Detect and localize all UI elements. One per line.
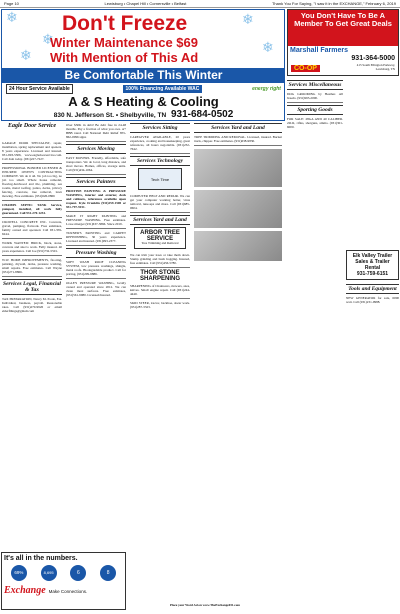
rifles-for-sale: FOR SALE: 28GA AND 40 CALIBER. 22LR, rifles, shotguns, ammo. (931)301-6000. <box>287 117 343 129</box>
sitting-section-title: Services Sitting <box>142 125 178 131</box>
energy-right-logo: energy right <box>252 85 281 92</box>
stat-circle: 69% <box>11 565 27 581</box>
champs-septic: CHAMPS SEPTIC TANK Service, pumped, installed, all work fully guaranteed. Call 931-270-1234. <box>2 201 62 218</box>
service-hours: 24 Hour Service Available <box>6 84 73 94</box>
column-4 <box>194 123 282 264</box>
legal-section-title: Services Legal, Financial & Tax <box>3 281 61 293</box>
outdoor-photo <box>194 231 282 261</box>
furnace-banner-text: Be Comfortable This Winter <box>64 68 223 82</box>
crowell-concrete: CROWELL CONCRETE INC. Concrete, gravel, pumping, flatwork. Free estimates, family owned and operated. Call 931-359-6244. <box>2 218 62 239</box>
arbor-name: ARBOR TREE SERVICE <box>140 230 180 242</box>
tools-section-title: Tools and Equipment <box>348 286 397 292</box>
furnace-headline: Don't Freeze <box>62 12 188 35</box>
east-movers: EAST MOVERS. Friendly, affordable, safe transporters. We do local, long distance, and short moves. Homes, offices, storage units. Call (931)434-1064. <box>66 154 126 175</box>
work-wanted: WORK WANTED: BRICK, block, stone, concrete and stucco work. Fully insured. 40 years experience. Call Joe (931)732-5501. <box>2 239 62 256</box>
footer-tagline: It's all in the numbers. <box>4 555 78 562</box>
debt-relief: Over $30K in debt! Be debt free in 24-48 months. Pay a fraction of what you owe. A+ BBB rated. Call National Debt Relief 855-862-0096 signs <box>66 123 126 142</box>
sitting-section-header <box>130 123 190 133</box>
sporting-section-title: Sporting Goods <box>297 107 333 113</box>
sporting-section-header <box>287 105 343 115</box>
footer-url: Place your Word Ad on www.TheExchange031.com <box>170 603 240 607</box>
snowflake-icon: ❄ <box>6 11 18 26</box>
footer-slogan: Make Connections. <box>48 589 88 594</box>
page-number: Page 10 <box>4 1 19 6</box>
handyman: W.W. HOME IMPROVEMENTS, flooring, painting, drywall, decks, pressure washing, small repairs. Free estimates. Call Wayne (931)271-8866. <box>2 256 62 277</box>
furnace-service-row <box>2 83 285 94</box>
misc-section-header <box>287 80 343 90</box>
tree-section-title: Services Yard and Land <box>211 125 265 131</box>
stat-circle: 6 <box>70 565 86 581</box>
exchange-logo: Exchange <box>4 585 46 596</box>
furnace-line2: With Mention of This Ad <box>50 50 199 65</box>
column-1 <box>2 123 62 313</box>
arbor-sub: Tree Trimming and Removal <box>141 241 179 245</box>
thor-stone-title: THOR STONE SHARPENING <box>139 269 180 282</box>
moving-section-header <box>66 144 126 154</box>
dump-truck-photo <box>194 149 282 187</box>
pressure-section-title: Pressure Washing <box>75 250 117 256</box>
furnace-company: A & S Heating & Cooling <box>68 94 219 109</box>
arbor-logo <box>134 227 186 249</box>
painters-section-title: Services Painters <box>76 179 116 185</box>
financing-badge: 100% Financing Available WAC <box>123 85 203 93</box>
tree-section-header <box>194 123 282 133</box>
trailer-ad <box>346 250 399 280</box>
furnace-address: 830 N. Jefferson St. • Shelbyville, TN <box>53 112 167 119</box>
page-header <box>0 0 400 8</box>
computer-image <box>138 168 182 190</box>
co-op-company: Marshall Farmers <box>290 47 348 54</box>
sharpening-text: SHARPENING of Chainsaws, mowers, axes, knives. Small engine repair. Call (931)244-4440. <box>130 282 190 299</box>
painters-section-header <box>66 177 126 187</box>
eagle-door-title: Eagle Door Service <box>8 123 56 129</box>
footer-stats <box>4 565 123 581</box>
header-tagline: Thank You For Saying, "I saw it in the EXCHANGE," February 6, 2019 <box>271 1 396 6</box>
column-6 <box>346 80 399 304</box>
co-op-ad <box>287 9 399 76</box>
column-3 <box>130 123 190 309</box>
dog-grooming: DOG GROOMING by Heather. All breeds. (931)993-2000. <box>287 90 343 103</box>
eagle-door-logo <box>2 123 62 141</box>
co-op-headline: You Don't Have To Be A Member To Get Great Deals <box>288 10 398 46</box>
tree-trimming: TREE TRIMMING AND REMOVAL. Licensed, insured. Bucket truck, chipper. Free estimates. (931)638-9830. <box>194 133 282 146</box>
exchange-footer-ad <box>1 552 126 610</box>
yard-section-header <box>130 215 190 225</box>
furnace-line1: Winter Maintenance $69 <box>50 35 198 50</box>
legal-section-header <box>2 279 62 295</box>
column-2 <box>66 123 126 297</box>
snowflake-icon: ❄ <box>42 33 54 48</box>
snowflake-icon: ❄ <box>20 49 32 64</box>
trailer-title: Elk Valley Trailer Sales & Trailer Rental <box>352 253 393 271</box>
co-op-logo: CO-OP <box>291 65 320 72</box>
tools-section-header <box>346 284 399 294</box>
co-op-address: 415 South Ellington Parkway, Lewisburg, TN <box>356 63 395 71</box>
computer-label: Tech Time <box>150 177 170 182</box>
tax-preparation: TAX PREPARATION, Nancy M. Poole, EA. Individual, business, payroll. Reasonable rates. Call (931)270-9926 or email elderfilings@gmail.com <box>2 297 62 313</box>
snowflake-icon: ❄ <box>242 13 254 28</box>
tech-section-title: Services Technology <box>136 158 184 164</box>
pristine-painting: PRISTINE PAINTING & PRESSURE WASHING, interior and exterior, deck and cabinets, references available upon request. Kyle Franklin (931)259-1500 or 931-797-9151. <box>66 187 126 212</box>
pressure-section-header <box>66 248 126 258</box>
computer-repair: COMPUTER HELP AND REPAIR. We can get your computer working better, virus removal, tune-ups and more. Call (931)685-0604. <box>130 192 190 213</box>
generator-sale: NEW GENERATOR for sale, 6000 watt. Call (931)231-9988. <box>346 296 399 304</box>
trailer-phone: 931-759-6151 <box>356 271 389 277</box>
turners-painting: TURNER'S PAINTING and CARPET REFINISHING, 30 years experience. Licensed and insured. (931)993-2377. <box>66 229 126 246</box>
furnace-phone: 931-684-0502 <box>170 109 234 120</box>
eagle-door-text: GARAGE DOOR SPECIALIST, repair, installation, spring replacement and openers. 8 years experience. Licensed and insured. 931-993-5306, www.eagledoorservice.com. Call Josh today. (931)227-7227. <box>2 141 62 164</box>
furnace-ad <box>1 9 285 121</box>
misc-section-title: Services Miscellaneous <box>288 82 342 88</box>
snowflake-icon: ❄ <box>262 41 274 56</box>
yard-section-title: Services Yard and Land <box>133 217 187 223</box>
stat-circle: 8,695 <box>41 565 57 581</box>
make-it-right: MAKE IT RIGHT PAINTING and PRESSURE WASHING. Free estimates. Lowe rmerger (931)637-3866. Since 2019. <box>66 212 126 229</box>
soft-wash: SOFT WASH ROOF CLEANING SYSTEM, low pressure washings, shingle, metal roofs. Biodegradable product. Call for pricing, (931)209-9886. <box>66 258 126 279</box>
ogles-pressure: OGLE'S PRESSURE WASHING, locally owned and operated since 2012. We can clean most surfaces. Free estimates, (931)561-9980. Licensed/insured. <box>66 281 126 297</box>
equipment-photo <box>194 190 282 228</box>
column-5 <box>287 80 343 129</box>
owens-contracting: PROFESSIONAL BONDED LICENSED & INSURED: OWEN'S CONTRACTING COMPANY. We do it all. No job too big, no job too small. Whole house remodel, flooring-hardwood and tile, plumbing, sea rooms, metal roofing, patios, decks, privacy fencing, concrete, tree removal, lawn mowing. Free estimates. (931)626-0866 <box>2 164 62 201</box>
footer-logo-row <box>4 585 123 596</box>
arbor-text: We can trim your trees or take them down. Stump grinding and bush hogging. Insured, free estimates. Call (931)456-5780. <box>130 251 190 268</box>
furnace-banner <box>2 68 285 83</box>
furnace-address-row <box>2 109 285 121</box>
header-towns: Lewisburg • Chapel Hill • Cornersville • Belfast <box>104 1 187 6</box>
moving-section-title: Services Moving <box>77 146 115 152</box>
tech-section-header <box>130 156 190 166</box>
co-op-phone: 931-364-5000 <box>351 55 395 62</box>
caregiver: CAREGIVER AVAILABLE, 20 years experience, cooking and housekeeping, great references, all hours negotiable. (931)232-7642. <box>130 133 190 154</box>
skid-steer: SKID STEER, tractor, backhoe, dozer work. (931)287-3323. <box>130 300 190 309</box>
stat-circle: 8 <box>100 565 116 581</box>
